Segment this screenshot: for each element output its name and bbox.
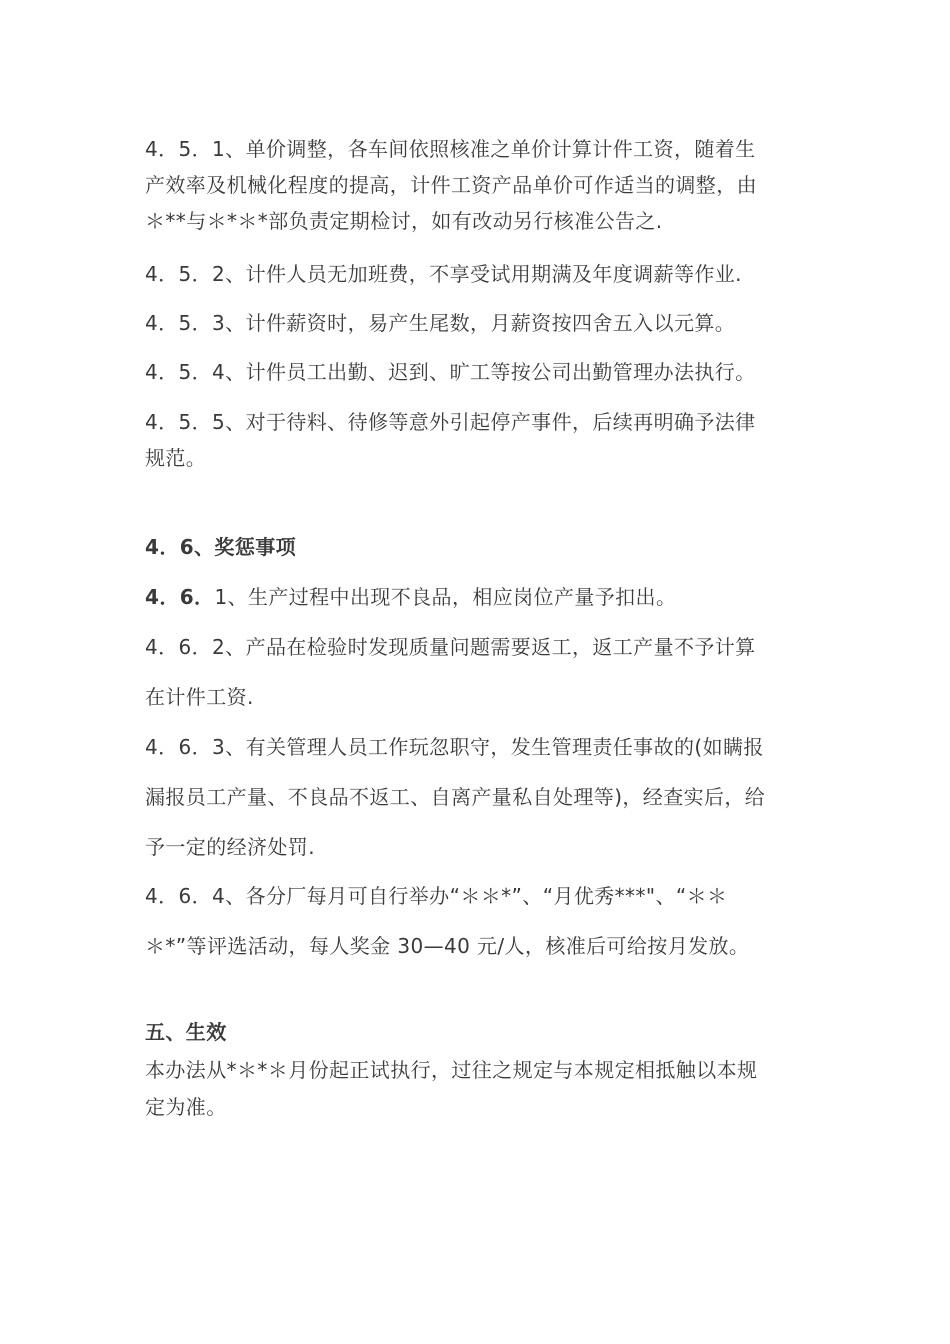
clause-4-5-5-line-2: 规范。 <box>145 446 207 470</box>
section-4-6-heading <box>145 529 805 565</box>
clause-4-6-3 <box>145 722 805 872</box>
section-5-heading-text: 五、生效 <box>145 1020 227 1044</box>
clause-4-6-4-line-2: ＊*”等评选活动，每人奖金 30—40 元/人，核准后可给按月发放。 <box>145 934 750 958</box>
clause-4-5-5 <box>145 404 805 476</box>
section-4-6-heading-text: 4．6、奖惩事项 <box>145 535 297 559</box>
clause-4-6-4-line-1: 4．6．4、各分厂每月可自行举办“＊＊*”、“月优秀***"、“＊＊ <box>145 884 728 908</box>
clause-4-5-1-line-2: 产效率及机械化程度的提高，计件工资产品单价可作适当的调整，由 <box>145 173 757 197</box>
clause-4-5-2 <box>145 256 805 292</box>
clause-4-5-2-text: 4．5．2、计件人员无加班费，不享受试用期满及年度调薪等作业. <box>145 262 742 286</box>
clause-4-5-1-line-1: 4．5．1、单价调整，各车间依照核准之单价计算计件工资，随着生 <box>145 137 756 161</box>
clause-4-5-4-text: 4．5．4、计件员工出勤、迟到、旷工等按公司出勤管理办法执行。 <box>145 360 756 384</box>
clause-4-6-2-line-2: 在计件工资. <box>145 685 254 709</box>
section-5-line-2: 定为准。 <box>145 1095 227 1119</box>
section-5-line-1: 本办法从*＊*＊月份起正试执行，过往之规定与本规定相抵触以本规 <box>145 1058 758 1082</box>
clause-4-6-1 <box>145 579 805 615</box>
clause-4-5-1-line-3: ＊**与＊*＊*部负责定期检讨，如有改动另行核准公告之. <box>145 209 663 233</box>
clause-4-6-1-body: 1、生产过程中出现不良品，相应岗位产量予扣出。 <box>214 585 677 609</box>
section-5-heading <box>145 1014 805 1050</box>
clause-4-6-3-line-1: 4．6．3、有关管理人员工作玩忽职守，发生管理责任事故的(如瞒报 <box>145 735 764 759</box>
clause-4-5-5-line-1: 4．5．5、对于待料、待修等意外引起停产事件，后续再明确予法律 <box>145 410 756 434</box>
clause-4-6-2 <box>145 622 805 722</box>
clause-4-6-1-text <box>145 579 805 615</box>
clause-4-6-4 <box>145 871 805 971</box>
clause-4-6-3-line-3: 予一定的经济处罚. <box>145 835 315 859</box>
section-5-body <box>145 1052 805 1126</box>
clause-4-6-3-line-2: 漏报员工产量、不良品不返工、自离产量私自处理等)，经查实后，给 <box>145 785 766 809</box>
clause-4-5-3-text: 4．5．3、计件薪资时，易产生尾数，月薪资按四舍五入以元算。 <box>145 311 736 335</box>
clause-4-5-4 <box>145 354 805 390</box>
clause-4-5-3 <box>145 305 805 341</box>
clause-4-6-2-line-1: 4．6．2、产品在检验时发现质量问题需要返工，返工产量不予计算 <box>145 635 756 659</box>
clause-4-6-1-prefix: 4．6． <box>145 585 215 609</box>
clause-4-5-1 <box>145 131 805 239</box>
